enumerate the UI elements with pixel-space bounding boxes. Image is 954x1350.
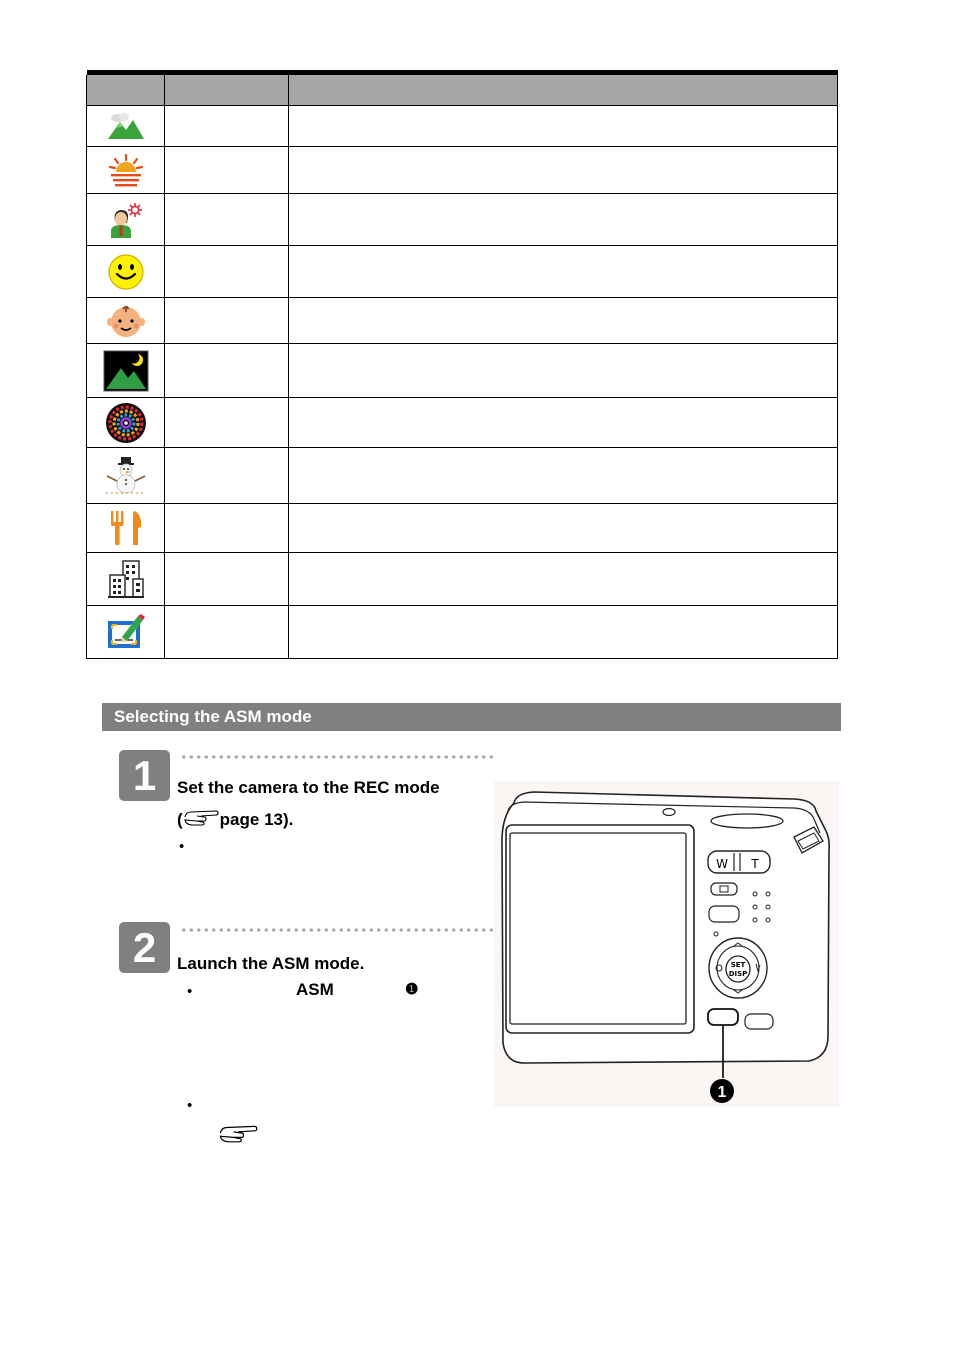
mode-description <box>289 504 838 553</box>
mode-name <box>165 298 289 344</box>
building-icon <box>107 559 145 599</box>
callout-number: 1 <box>717 1084 727 1101</box>
table-row <box>87 398 838 448</box>
snow-icon <box>104 456 148 496</box>
kids-icon <box>106 304 146 338</box>
zoom-tele-label: T <box>751 857 759 871</box>
step-1-divider <box>180 755 495 759</box>
table-row <box>87 448 838 504</box>
table-row <box>87 246 838 298</box>
step-1-bullet: • <box>179 838 185 855</box>
backlight-icon <box>107 201 145 239</box>
header-icon-col <box>87 75 165 106</box>
callout-marker: ❶ <box>405 981 419 998</box>
table-header-row <box>87 75 838 106</box>
pointing-hand-icon <box>183 807 219 827</box>
asm-label: ASM <box>296 980 334 999</box>
smile-icon <box>107 253 145 291</box>
table-row <box>87 147 838 194</box>
mode-name <box>165 147 289 194</box>
table-row <box>87 344 838 398</box>
table-row <box>87 504 838 553</box>
mode-name <box>165 504 289 553</box>
fireworks-icon <box>105 402 147 444</box>
mode-description <box>289 606 838 659</box>
mode-name <box>165 194 289 246</box>
open-paren: ( <box>177 810 183 829</box>
mode-description <box>289 398 838 448</box>
mode-description <box>289 298 838 344</box>
food-icon <box>107 509 145 547</box>
step-2-title: Launch the ASM mode. <box>177 954 365 973</box>
mode-description <box>289 553 838 606</box>
scene-mode-table <box>86 70 838 659</box>
mode-name <box>165 606 289 659</box>
step-2-divider <box>180 928 495 932</box>
mode-name <box>165 106 289 147</box>
set-label: SET <box>730 961 746 969</box>
step-1-badge: 1 <box>119 750 170 801</box>
table-row <box>87 606 838 659</box>
camera-illustration <box>494 781 839 1107</box>
mode-name <box>165 398 289 448</box>
header-description-col <box>289 75 838 106</box>
table-row <box>87 194 838 246</box>
section-title-bar: Selecting the ASM mode <box>102 703 841 731</box>
mode-description <box>289 448 838 504</box>
mode-name <box>165 448 289 504</box>
mode-name <box>165 344 289 398</box>
page-ref-text: page 13). <box>219 810 294 829</box>
pointing-hand-icon <box>218 1122 258 1144</box>
sunset-icon <box>108 153 144 187</box>
mode-description <box>289 194 838 246</box>
step-1-page-reference <box>177 807 293 831</box>
step-2-bullet-2: • <box>187 1097 193 1114</box>
mode-description <box>289 106 838 147</box>
mode-name <box>165 553 289 606</box>
header-mode-col <box>165 75 289 106</box>
mode-description <box>289 246 838 298</box>
mode-name <box>165 246 289 298</box>
table-row <box>87 553 838 606</box>
night-scene-icon <box>103 350 149 392</box>
step-2-bullet-1: • <box>187 983 193 1000</box>
step-2-badge: 2 <box>119 922 170 973</box>
mode-description <box>289 344 838 398</box>
mode-description <box>289 147 838 194</box>
table-row <box>87 106 838 147</box>
text-icon <box>105 613 147 651</box>
zoom-wide-label: W <box>716 857 728 871</box>
landscape-icon <box>106 110 146 142</box>
table-row <box>87 298 838 344</box>
step-1-title: Set the camera to the REC mode <box>177 778 440 797</box>
disp-label: DISP <box>728 970 748 978</box>
